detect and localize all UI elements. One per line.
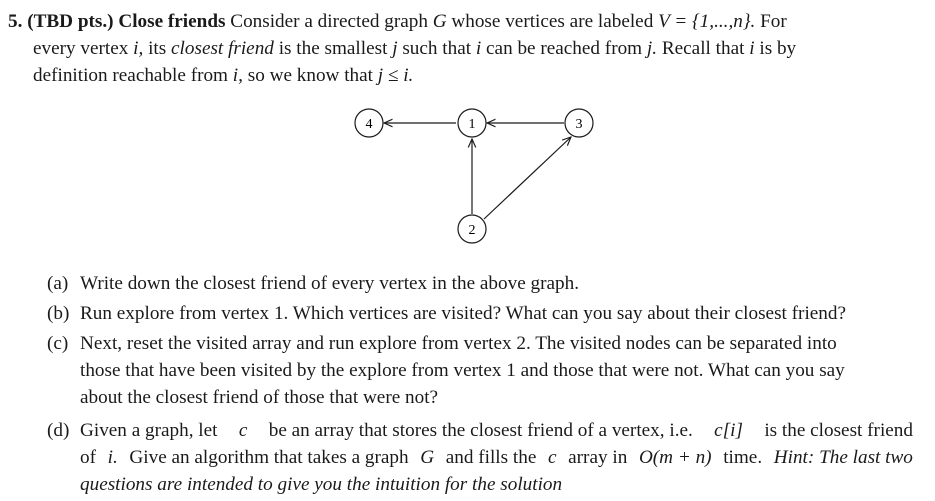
part-text: is the closest friend <box>764 420 913 441</box>
intro-text: For <box>760 11 787 32</box>
node-3 <box>565 109 593 137</box>
node-label: 2 <box>468 223 476 238</box>
part-text: Next, reset the visited array and run explore from vertex 2. The visited nodes can be separated into <box>80 333 837 354</box>
node-label: 4 <box>365 117 373 132</box>
math-G: G <box>432 11 447 32</box>
intro-text: whose vertices are labeled <box>451 11 654 32</box>
problem-statement <box>8 8 920 89</box>
part-text: Run explore from vertex 1. Which vertices are visited? What can you say about their closest friend? <box>80 303 846 324</box>
edge-2-to-3 <box>484 137 571 219</box>
hint-text: Hint: The last two <box>773 447 913 468</box>
intro-text: every vertex <box>33 38 129 59</box>
math-vertex-set: V = {1,...,n}. <box>658 11 756 32</box>
math-i: i, <box>232 65 243 86</box>
math-j: j <box>392 38 398 59</box>
part-tag: (d) <box>47 420 70 441</box>
intro-line-2 <box>8 35 920 62</box>
part-d-line-1 <box>80 417 913 444</box>
hint-text: questions are intended to give you the intuition for the solution <box>80 474 563 495</box>
part-text: be an array that stores the closest friend of a vertex, i.e. <box>268 420 693 441</box>
math-inequality: j ≤ i. <box>377 65 414 86</box>
math-j: j. <box>646 38 658 59</box>
node-label: 1 <box>468 117 476 132</box>
math-i: i. <box>107 447 118 468</box>
part-a <box>47 270 913 297</box>
intro-text: Consider a directed graph <box>230 11 428 32</box>
math-complexity: O(m + n) <box>638 447 712 468</box>
part-b <box>47 300 913 327</box>
part-d-line-2 <box>80 444 913 471</box>
node-2 <box>458 215 486 243</box>
part-tag: (b) <box>47 303 70 324</box>
part-text: about the closest friend of those that were not? <box>80 387 439 408</box>
node-1 <box>458 109 486 137</box>
part-tag: (c) <box>47 333 69 354</box>
part-text: of <box>80 447 96 468</box>
node-label: 3 <box>575 117 583 132</box>
part-d <box>47 417 913 498</box>
math-c-of-i: c[i] <box>714 420 743 441</box>
math-i: i <box>749 38 755 59</box>
math-c: c <box>547 447 557 468</box>
directed-graph-figure <box>345 102 605 244</box>
part-text: those that have been visited by the explore from vertex 1 and those that were not. What can you say <box>80 360 845 381</box>
subquestions <box>47 270 913 501</box>
defined-term: closest friend <box>171 38 274 59</box>
math-i: i <box>475 38 482 59</box>
intro-text: definition reachable from <box>33 65 228 86</box>
part-text: Give an algorithm that takes a graph <box>129 447 409 468</box>
part-text: array in <box>568 447 628 468</box>
intro-text: can be reached from <box>486 38 643 59</box>
intro-text: so we know that <box>247 65 373 86</box>
problem-number: 5. <box>8 11 23 32</box>
intro-text: is by <box>759 38 797 59</box>
intro-text: is the smallest <box>278 38 388 59</box>
part-text: Given a graph, let <box>80 420 218 441</box>
intro-line-3 <box>8 62 920 89</box>
node-4 <box>355 109 383 137</box>
intro-text: such that <box>402 38 472 59</box>
intro-text: its <box>148 38 167 59</box>
math-G: G <box>420 447 435 468</box>
part-c <box>47 330 913 411</box>
problem-title: Close friends <box>118 11 226 32</box>
intro-line-1 <box>8 8 920 35</box>
math-c: c <box>238 420 248 441</box>
part-text: and fills the <box>445 447 537 468</box>
part-text: time. <box>723 447 763 468</box>
graph-svg <box>345 102 605 244</box>
math-i: i, <box>133 38 144 59</box>
part-tag: (a) <box>47 273 69 294</box>
intro-text: Recall that <box>661 38 745 59</box>
problem-points: (TBD pts.) <box>27 11 114 32</box>
part-text: Write down the closest friend of every vertex in the above graph. <box>80 273 579 294</box>
